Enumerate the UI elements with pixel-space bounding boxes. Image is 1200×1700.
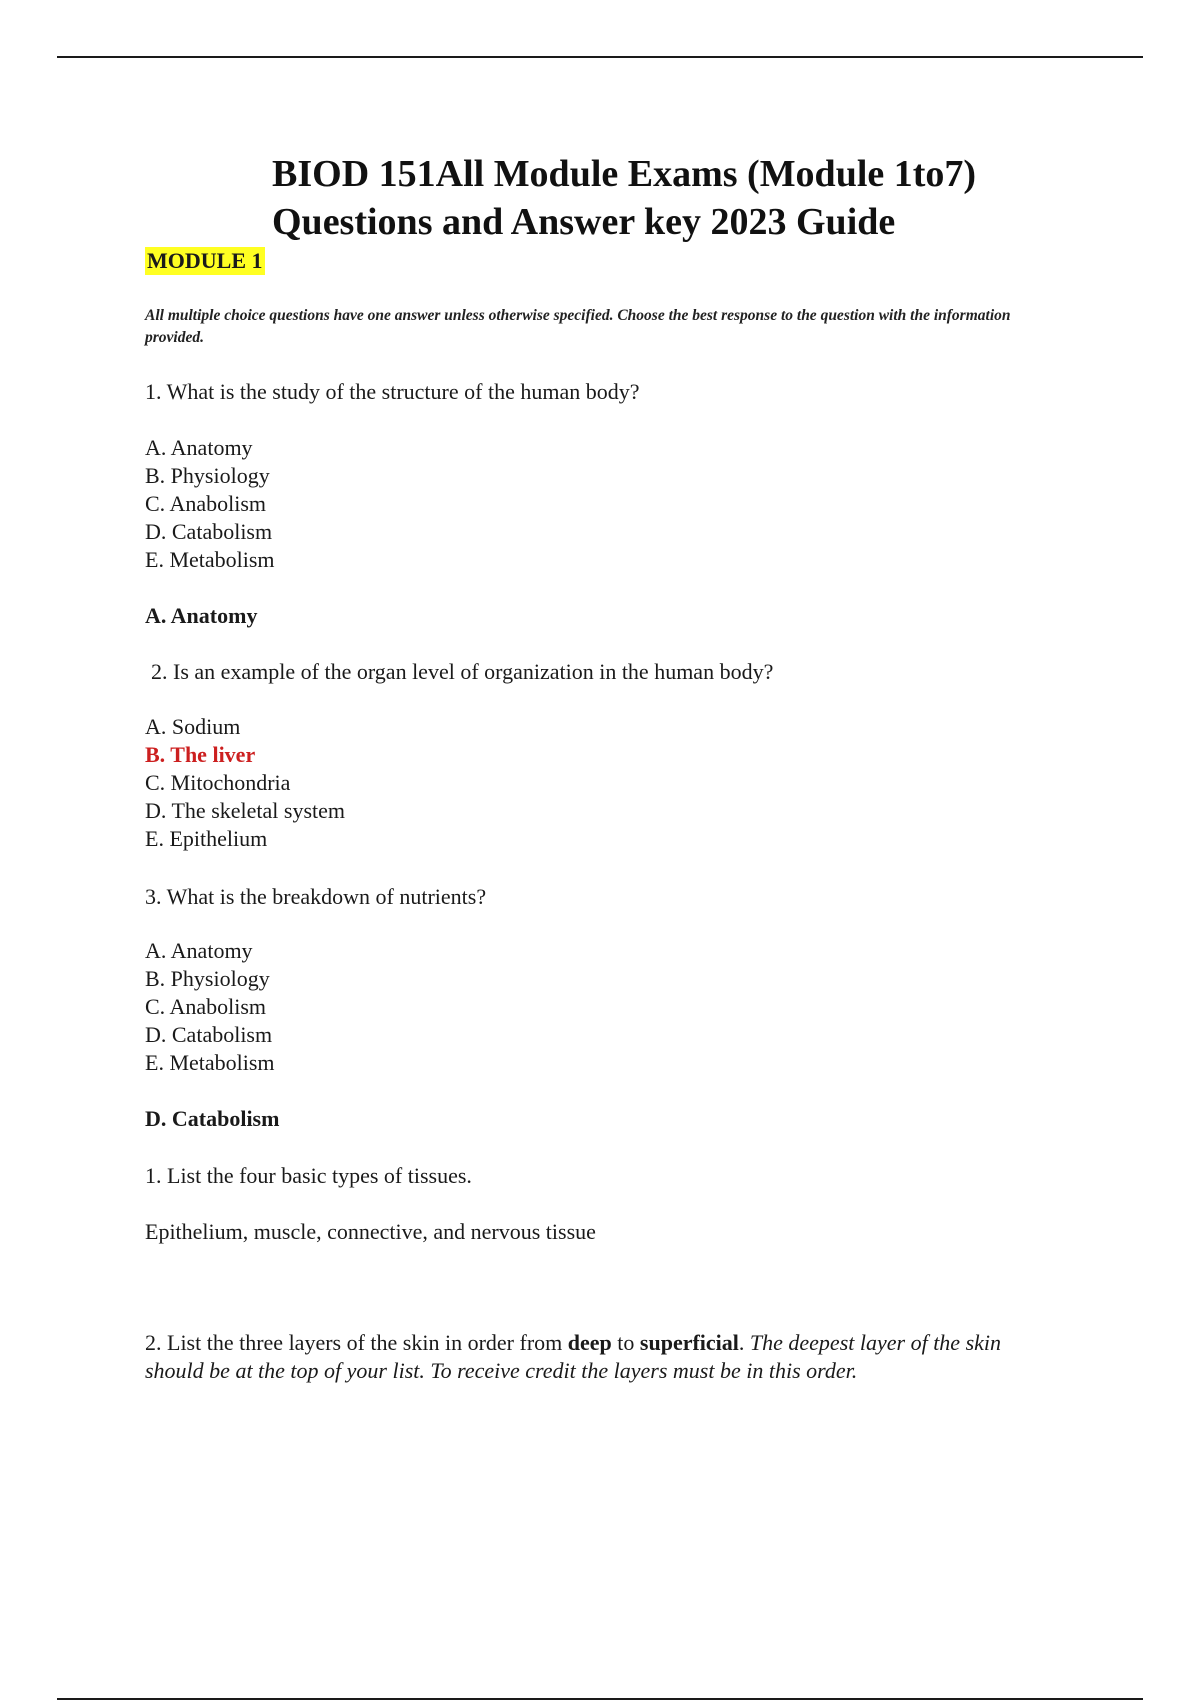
instructions-text: All multiple choice questions have one answer unless otherwise specified. Choose the best response to the question with the information provided.	[145, 307, 1011, 346]
question-1-options	[145, 434, 275, 574]
short-question-2-period: .	[738, 1330, 745, 1355]
short-question-2	[145, 1329, 1065, 1385]
short-question-2-middle: to	[611, 1330, 640, 1355]
title-line-2: Questions and Answer key 2023 Guide	[272, 201, 896, 243]
option: D. The skeletal system	[145, 798, 345, 823]
option: B. Physiology	[145, 966, 270, 991]
option: A. Sodium	[145, 714, 241, 739]
question-3	[145, 883, 486, 911]
question-3-answer: D. Catabolism	[145, 1106, 280, 1131]
title-line-1: BIOD 151All Module Exams (Module 1to7)	[272, 153, 977, 195]
module-heading-highlight: MODULE 1	[147, 248, 263, 273]
option: E. Epithelium	[145, 826, 268, 851]
option-correct: B. The liver	[145, 742, 256, 767]
question-3-text: 3. What is the breakdown of nutrients?	[145, 884, 487, 909]
short-question-1: 1. List the four basic types of tissues.	[145, 1163, 472, 1188]
question-2-options	[145, 713, 345, 853]
option: B. Physiology	[145, 463, 270, 488]
top-rule	[57, 56, 1143, 58]
option: C. Anabolism	[145, 491, 267, 516]
question-3-options	[145, 937, 275, 1077]
question-2	[151, 658, 773, 686]
option: A. Anatomy	[145, 435, 253, 460]
option: D. Catabolism	[145, 1022, 273, 1047]
keyword-deep: deep	[567, 1330, 612, 1355]
option: E. Metabolism	[145, 547, 275, 572]
document-title	[272, 150, 1112, 246]
option: D. Catabolism	[145, 519, 273, 544]
question-1-answer: A. Anatomy	[145, 603, 258, 628]
question-1-text: 1. What is the study of the structure of the human body?	[145, 379, 640, 404]
option: E. Metabolism	[145, 1050, 275, 1075]
keyword-superficial: superficial	[639, 1330, 739, 1355]
short-question-2-note: The deepest layer of the skin should be at the top of your list. To receive credit the layers must be in this order.	[145, 1330, 1002, 1383]
option: A. Anatomy	[145, 938, 253, 963]
short-answer-1: Epithelium, muscle, connective, and nervous tissue	[145, 1219, 596, 1244]
question-1	[145, 378, 639, 406]
option: C. Mitochondria	[145, 770, 291, 795]
option: C. Anabolism	[145, 994, 267, 1019]
short-question-2-prefix: 2. List the three layers of the skin in order from	[145, 1330, 568, 1355]
question-2-text: 2. Is an example of the organ level of organization in the human body?	[151, 659, 774, 684]
